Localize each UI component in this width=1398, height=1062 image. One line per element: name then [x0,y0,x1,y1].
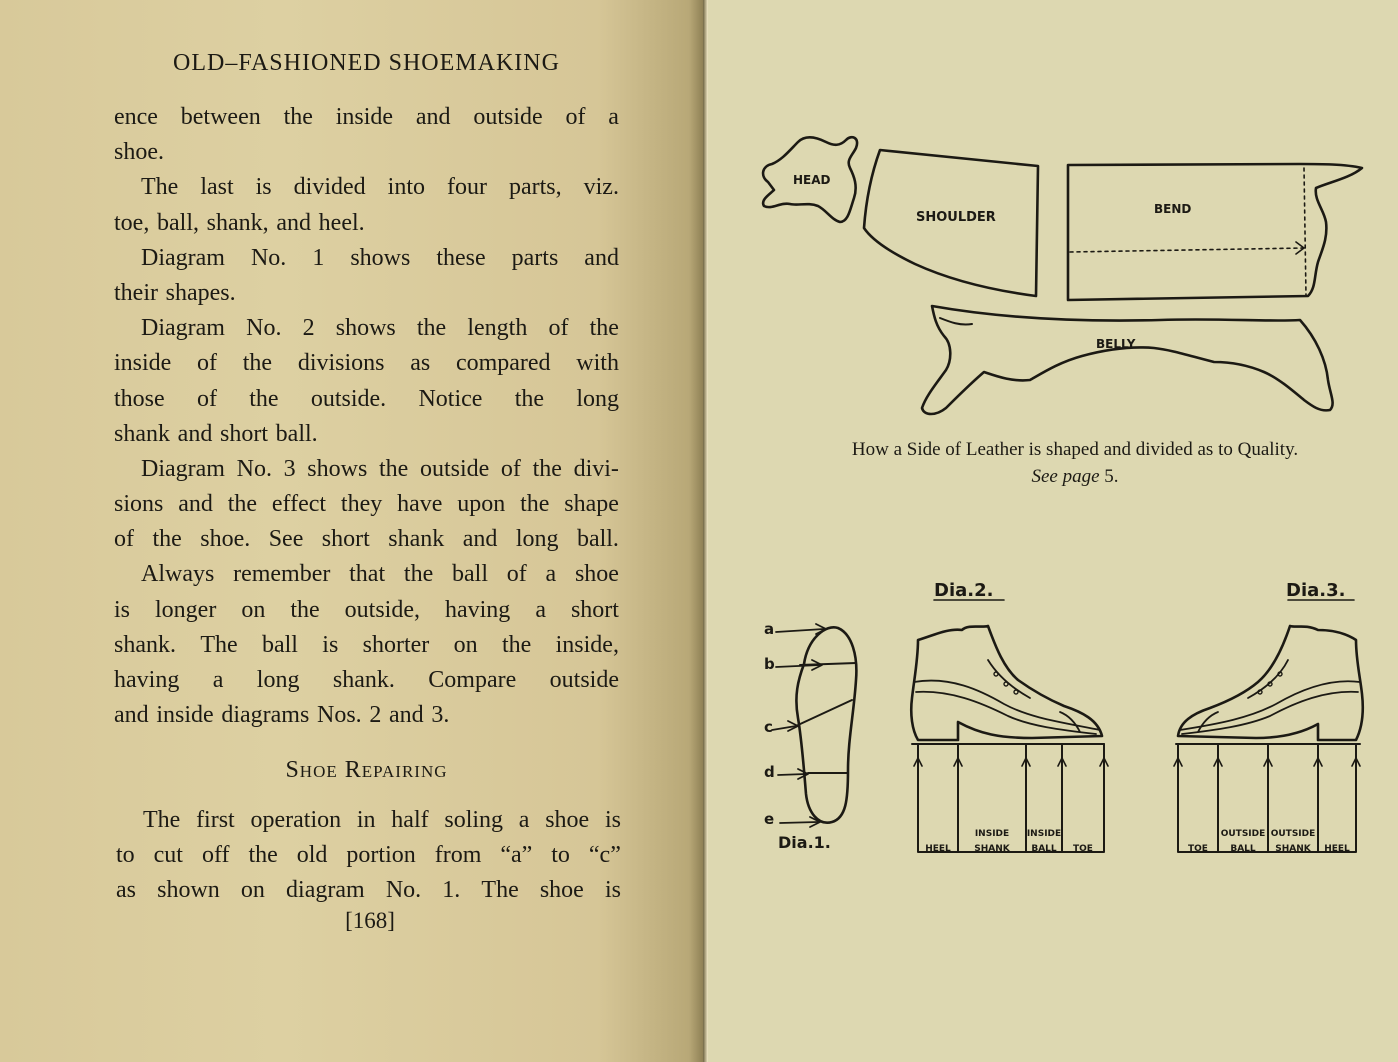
dia2-label: SHANK [974,844,1010,854]
text-line: Diagram No. 1 shows these parts and [141,244,619,271]
dia3-label: SHANK [1275,844,1311,854]
text-line: and inside diagrams Nos. 2 and 3. [114,702,450,729]
dia3-label: HEEL [1324,844,1350,854]
dia2-label: INSIDE [1026,829,1062,839]
dia1-point-a: a [764,620,775,638]
text-line: of the shoe. See short shank and long ball. [114,526,619,553]
label-head: HEAD [793,173,831,187]
dia2-label: BALL [1031,844,1057,854]
text-line: inside of the divisions as compared with [114,350,619,377]
dia1-point-b: b [764,655,775,673]
text-line: The first operation in half soling a shoe is [143,807,621,833]
leather-bend-piece [1068,164,1362,300]
dia3-section-labels [1188,829,1350,854]
text-line: their shapes. [114,279,236,306]
running-head: OLD–FASHIONED SHOEMAKING [173,50,560,76]
text-line: those of the outside. Notice the long [114,385,619,412]
text-line: Diagram No. 2 shows the length of the [141,315,619,342]
caption-line-2 [770,463,1380,490]
text-line: is longer on the outside, having a short [114,596,619,623]
dia3-label: OUTSIDE [1270,829,1316,839]
dia2-label: TOE [1073,844,1093,854]
text-line: ence between the inside and outside of a [114,104,619,130]
leather-belly-piece [922,306,1333,414]
label-bend: BEND [1154,202,1192,216]
text-line: The last is divided into four parts, viz. [141,174,619,201]
text-line: sions and the effect they have upon the shape [114,491,619,518]
text-line: toe, ball, shank, and heel. [114,209,365,236]
text-line: shoe. [114,139,164,166]
dia3-label: OUTSIDE [1220,829,1266,839]
caption-page-ref: 5. [1104,466,1119,487]
text-line: Always remember that the ball of a shoe [141,561,619,588]
dia2-section-labels [925,829,1093,854]
dia1-point-labels [764,620,775,828]
text-line: shank and short ball. [114,420,318,447]
label-shoulder: SHOULDER [916,210,996,225]
text-line: to cut off the old portion from “a” to “c” [116,842,621,869]
dia1-sole-outline [796,627,856,822]
text-line: Diagram No. 3 shows the outside of the divi- [141,455,619,482]
text-line: having a long shank. Compare outside [114,667,619,693]
dia3-label: BALL [1230,844,1256,854]
dia2-title: Dia.2. [934,580,994,601]
text-line: shank. The ball is shorter on the inside, [114,631,619,658]
dia1-point-c: c [764,718,773,736]
caption-see-page: See page [1031,466,1100,487]
label-belly: BELLY [1096,337,1136,351]
dia1-point-e: e [764,810,775,828]
dia2-label: INSIDE [974,829,1010,839]
dia3-title: Dia.3. [1286,580,1346,601]
dia1-point-d: d [764,763,775,781]
dia3-label: TOE [1188,844,1208,854]
caption-line-1: How a Side of Leather is shaped and divided as to Quality. [851,439,1299,460]
section-heading: Shoe Repairing [285,757,448,783]
dia1-title: Dia.1. [778,833,831,852]
figure-caption [770,436,1380,490]
text-line: as shown on diagram No. 1. The shoe is [116,877,621,904]
page-number: [168] [345,908,395,933]
dia2-label: HEEL [925,844,951,854]
